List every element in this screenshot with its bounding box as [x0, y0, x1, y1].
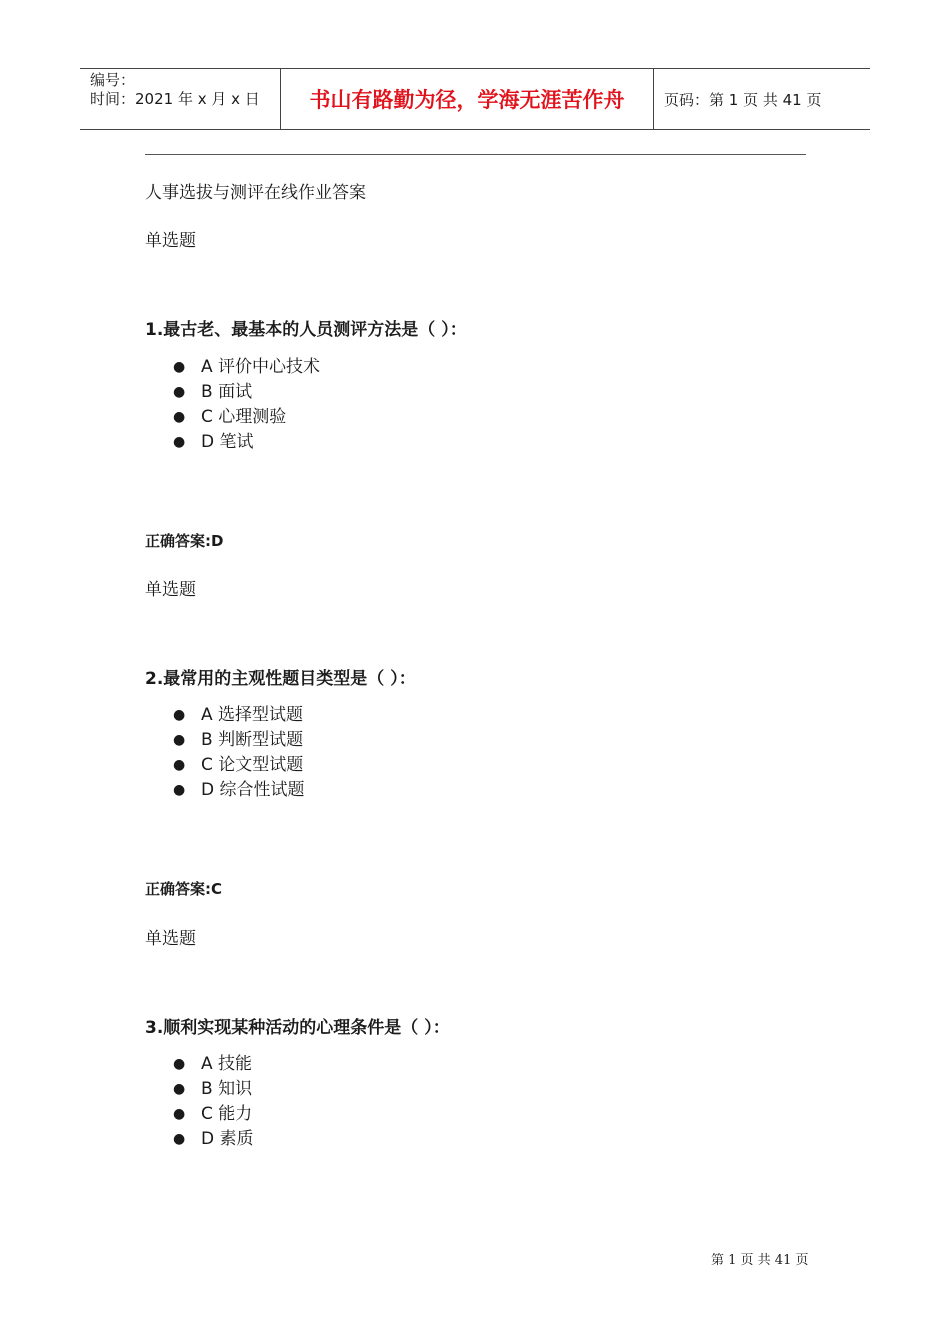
option-item — [173, 380, 320, 405]
option-list — [173, 1052, 254, 1152]
header-motto: 书山有路勤为径，学海无涯苦作舟 — [281, 69, 654, 129]
question-type-label: 单选题 — [145, 580, 196, 600]
bullet-icon: ● — [173, 1056, 186, 1072]
option-text: B 面试 — [201, 382, 253, 402]
option-item — [173, 1102, 254, 1127]
option-item — [173, 1052, 254, 1077]
correct-answer: 正确答案:C — [145, 880, 223, 898]
option-item — [173, 1127, 254, 1152]
option-text: A 选择型试题 — [201, 705, 304, 725]
bullet-icon: ● — [173, 757, 186, 773]
header-time-label: 时间：2021 年 x 月 x 日 — [90, 90, 260, 108]
document-title: 人事选拔与测评在线作业答案 — [145, 183, 366, 203]
option-text: D 素质 — [201, 1129, 254, 1149]
option-item — [173, 1077, 254, 1102]
page-footer: 第 1 页 共 41 页 — [711, 1253, 809, 1268]
header-divider — [145, 154, 806, 155]
document-header — [80, 68, 870, 130]
header-page-label: 页码：第 1 页 共 41 页 — [664, 90, 822, 109]
bullet-icon: ● — [173, 434, 186, 450]
option-item — [173, 778, 305, 803]
option-list — [173, 703, 305, 803]
option-item — [173, 355, 320, 380]
question-text: 1.最古老、最基本的人员测评方法是（ ）： — [145, 320, 467, 340]
bullet-icon: ● — [173, 1131, 186, 1147]
header-meta — [80, 69, 281, 129]
bullet-icon: ● — [173, 1106, 186, 1122]
option-text: D 笔试 — [201, 432, 254, 452]
option-item — [173, 753, 305, 778]
option-text: B 知识 — [201, 1079, 253, 1099]
option-text: C 心理测验 — [201, 407, 287, 427]
question-type-label: 单选题 — [145, 231, 196, 251]
question-type-label: 单选题 — [145, 929, 196, 949]
bullet-icon: ● — [173, 707, 186, 723]
option-text: C 能力 — [201, 1104, 253, 1124]
option-text: D 综合性试题 — [201, 780, 305, 800]
bullet-icon: ● — [173, 1081, 186, 1097]
option-text: A 技能 — [201, 1054, 253, 1074]
question-text: 2.最常用的主观性题目类型是（ ）： — [145, 669, 416, 689]
bullet-icon: ● — [173, 384, 186, 400]
bullet-icon: ● — [173, 359, 186, 375]
option-item — [173, 728, 305, 753]
bullet-icon: ● — [173, 732, 186, 748]
bullet-icon: ● — [173, 782, 186, 798]
option-item — [173, 430, 320, 455]
option-item — [173, 405, 320, 430]
correct-answer: 正确答案:D — [145, 532, 224, 550]
header-number-label: 编号： — [90, 71, 136, 89]
bullet-icon: ● — [173, 409, 186, 425]
option-text: B 判断型试题 — [201, 730, 304, 750]
option-text: A 评价中心技术 — [201, 357, 321, 377]
option-text: C 论文型试题 — [201, 755, 304, 775]
option-list — [173, 355, 320, 455]
question-text: 3.顺利实现某种活动的心理条件是（ ）： — [145, 1018, 450, 1038]
option-item — [173, 703, 305, 728]
